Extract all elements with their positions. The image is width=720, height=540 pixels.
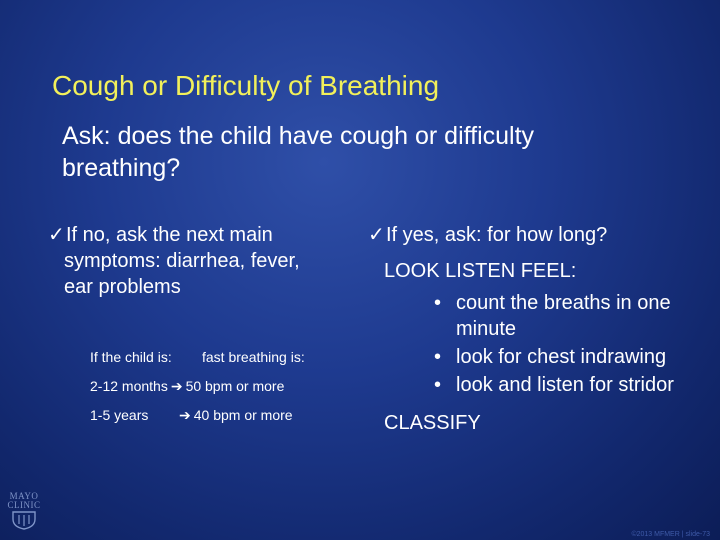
table-row: [90, 406, 350, 424]
checkmark-icon: ✓: [368, 224, 385, 246]
bullet-icon: •: [434, 346, 442, 368]
left-line-1-text: If no, ask the next main: [66, 224, 273, 246]
left-line-2: symptoms: diarrhea, fever,: [64, 250, 300, 272]
left-line-1: [48, 222, 368, 248]
table-row: [90, 348, 350, 366]
table-cell: If the child is:: [90, 349, 172, 365]
look-listen-feel: LOOK LISTEN FEEL:: [384, 260, 577, 282]
list-item: • look and listen for stridor: [434, 374, 674, 396]
checkmark-icon: ✓: [48, 224, 65, 246]
right-heading: [368, 222, 708, 248]
list-item: • count the breaths in one minute: [434, 292, 671, 340]
slide-title: Cough or Difficulty of Breathing: [52, 70, 440, 101]
arrow-right-icon: ➔: [170, 378, 183, 394]
bullet-icon: •: [434, 374, 442, 396]
shield-icon: [11, 510, 37, 530]
question-text: Ask: does the child have cough or difficulty breathing?: [62, 122, 535, 182]
classify-label: CLASSIFY: [384, 412, 481, 434]
right-column: [368, 222, 708, 436]
table-cell: 50 bpm or more: [185, 378, 285, 394]
breathing-rate-table: [90, 348, 350, 435]
left-line-3: ear problems: [64, 276, 181, 298]
right-heading-text: If yes, ask: for how long?: [386, 224, 608, 246]
table-cell: 1-5 years: [90, 407, 149, 423]
left-column: [48, 222, 368, 300]
assessment-list: [368, 290, 708, 398]
arrow-right-icon: ➔: [179, 407, 191, 423]
table-cell: 2-12 months: [90, 378, 168, 394]
slide-footer: ©2013 MFMER | slide-73: [631, 531, 710, 538]
mayo-clinic-logo: MAYO CLINIC: [6, 492, 42, 532]
table-cell: fast breathing is:: [202, 349, 305, 365]
table-cell: 40 bpm or more: [193, 407, 293, 423]
list-item: • look for chest indrawing: [434, 346, 667, 368]
table-row: [90, 377, 350, 395]
bullet-icon: •: [434, 292, 442, 314]
